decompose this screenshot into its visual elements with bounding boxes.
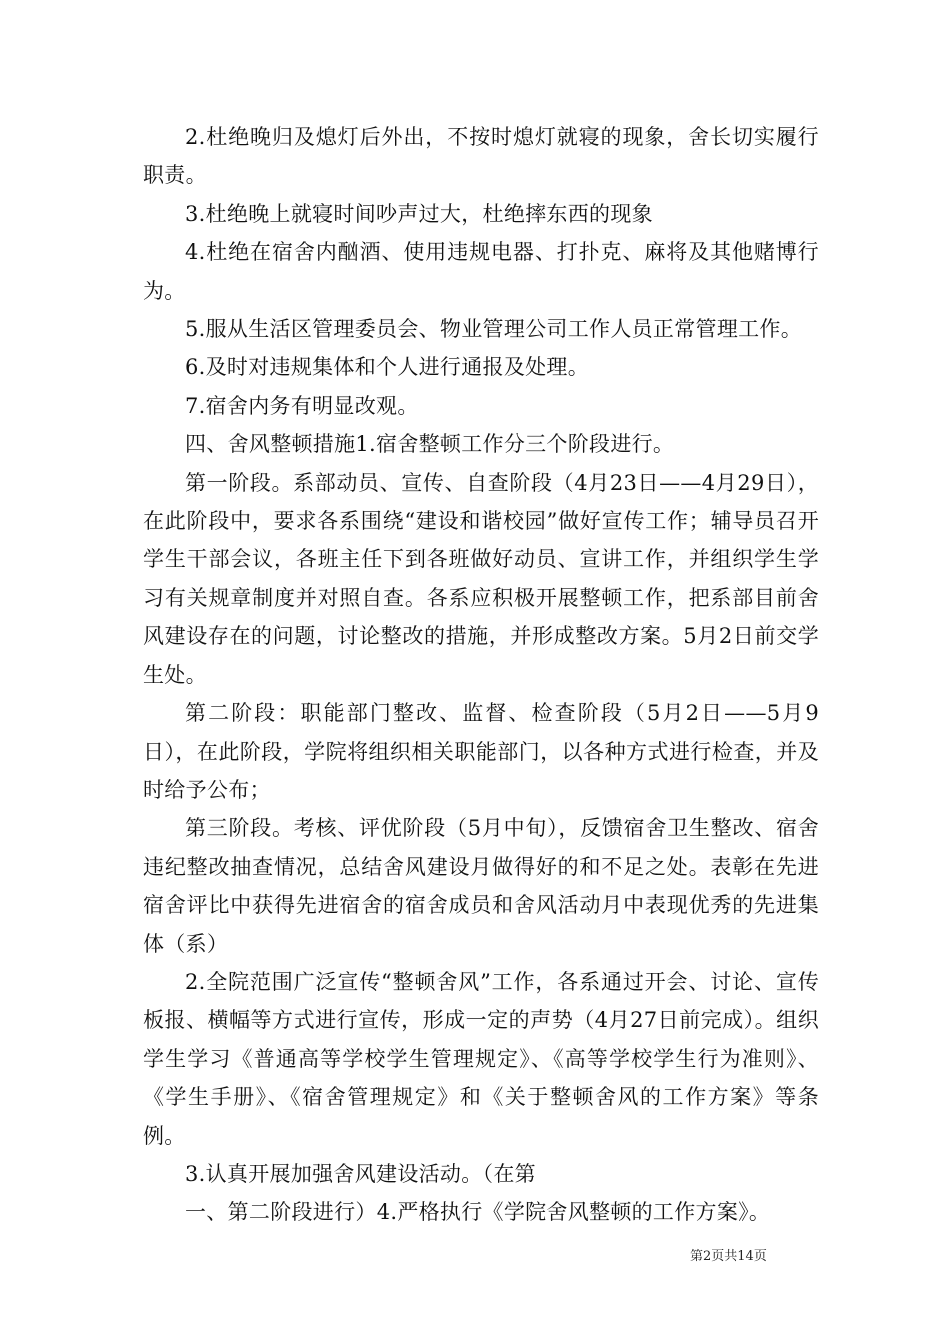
paragraph: 5.服从生活区管理委员会、物业管理公司工作人员正常管理工作。 bbox=[185, 317, 803, 342]
paragraph: 3.认真开展加强舍风建设活动。（在第 bbox=[185, 1161, 536, 1186]
paragraph: 2.杜绝晚归及熄灯后外出，不按时熄灯就寝的现象，舍长切实履行职责。 bbox=[143, 125, 819, 188]
paragraph: 一、第二阶段进行）4.严格执行《学院舍风整顿的工作方案》。 bbox=[185, 1200, 771, 1225]
paragraph: 四、舍风整顿措施1.宿舍整顿工作分三个阶段进行。 bbox=[185, 432, 675, 457]
paragraph: 第二阶段：职能部门整改、监督、检查阶段（5月2日——5月9日），在此阶段，学院将组织相关职能部门，以各种方式进行检查，并及时给予公布； bbox=[143, 701, 819, 802]
paragraph: 2.全院范围广泛宣传“整顿舍风”工作，各系通过开会、讨论、宣传板报、横幅等方式进行宣传，形成一定的声势（4月27日前完成）。组织学生学习《普通高等学校学生管理规定》、《高等学校学生行为准则》、《学生手册》、《宿舍管理规定》和《关于整顿舍风的工作方案》等条例。 bbox=[143, 969, 819, 1148]
paragraph: 4.杜绝在宿舍内酗酒、使用违规电器、打扑克、麻将及其他赌博行为。 bbox=[143, 240, 819, 303]
paragraph: 第三阶段。考核、评优阶段（5月中旬），反馈宿舍卫生整改、宿舍违纪整改抽查情况，总结舍风建设月做得好的和不足之处。表彰在先进宿舍评比中获得先进宿舍的宿舍成员和舍风活动月中表现优秀的先进集体（系） bbox=[143, 816, 819, 956]
page-number: 第2页共14页 bbox=[690, 1249, 767, 1264]
document-body bbox=[143, 118, 819, 1232]
paragraph: 第一阶段。系部动员、宣传、自查阶段（4月23日——4月29日），在此阶段中，要求各系围绕“建设和谐校园”做好宣传工作；辅导员召开学生干部会议，各班主任下到各班做好动员、宣讲工作，并组织学生学习有关规章制度并对照自查。各系应积极开展整顿工作，把系部目前舍风建设存在的问题，讨论整改的措施，并形成整改方案。5月2日前交学生处。 bbox=[143, 470, 819, 687]
paragraph: 3.杜绝晚上就寝时间吵声过大，杜绝摔东西的现象 bbox=[185, 201, 653, 226]
paragraph: 7.宿舍内务有明显改观。 bbox=[185, 393, 419, 418]
paragraph: 6.及时对违规集体和个人进行通报及处理。 bbox=[185, 355, 590, 380]
